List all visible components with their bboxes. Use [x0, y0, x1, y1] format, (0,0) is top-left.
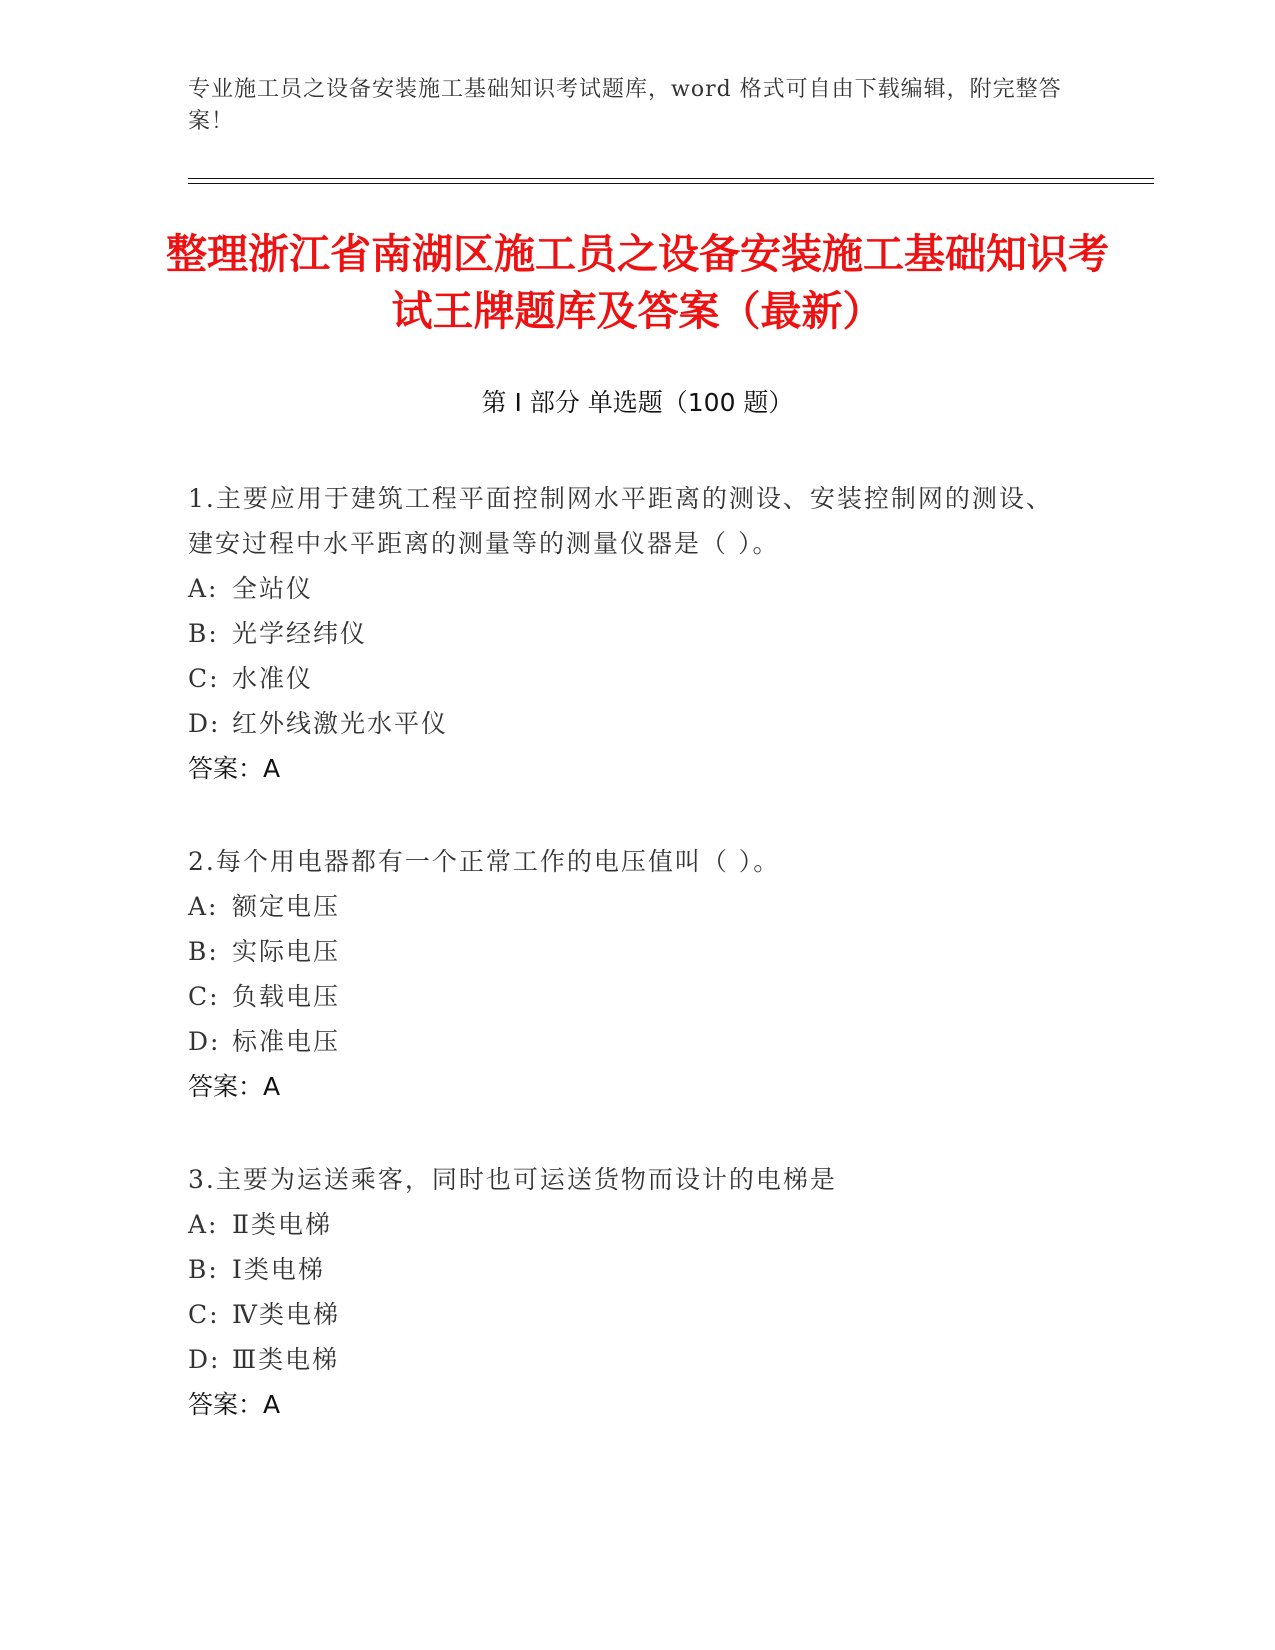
option-key: B:	[188, 619, 219, 648]
option-key: A:	[188, 574, 219, 603]
option-a	[188, 884, 1068, 929]
question-2	[188, 839, 1068, 1109]
option-text: 红外线激光水平仪	[232, 709, 449, 738]
header-note: 专业施工员之设备安装施工基础知识考试题库，word 格式可自由下载编辑，附完整答案！	[188, 77, 1062, 134]
option-c	[188, 1292, 1068, 1337]
question-stem: 2.每个用电器都有一个正常工作的电压值叫（ ）。	[188, 847, 781, 876]
option-key: D:	[188, 1027, 221, 1056]
option-b	[188, 929, 1068, 974]
option-c	[188, 656, 1068, 701]
option-text: Ⅱ类电梯	[232, 1210, 332, 1239]
option-text: 水准仪	[232, 664, 314, 693]
question-stem: 1.主要应用于建筑工程平面控制网水平距离的测设、安装控制网的测设、建安过程中水平距离的测量等的测量仪器是（ ）。	[188, 484, 1053, 558]
option-text: 实际电压	[232, 937, 341, 966]
option-key: B:	[188, 1255, 219, 1284]
option-text: 负载电压	[232, 982, 341, 1011]
option-key: C:	[188, 1300, 220, 1329]
option-d	[188, 1019, 1068, 1064]
option-text: Ⅰ类电梯	[232, 1255, 325, 1284]
option-key: C:	[188, 982, 220, 1011]
option-key: B:	[188, 937, 219, 966]
option-text: 全站仪	[232, 574, 314, 603]
section-title: 第 I 部分 单选题（100 题）	[481, 388, 794, 417]
answer: 答案：A	[188, 1390, 281, 1419]
header-divider-top	[188, 178, 1154, 179]
option-b	[188, 611, 1068, 656]
option-text: 标准电压	[232, 1027, 341, 1056]
option-text: 额定电压	[232, 892, 341, 921]
option-b	[188, 1247, 1068, 1292]
header-divider-bottom	[188, 183, 1154, 184]
option-a	[188, 1202, 1068, 1247]
option-key: C:	[188, 664, 220, 693]
option-text: 光学经纬仪	[232, 619, 368, 648]
option-c	[188, 974, 1068, 1019]
option-key: A:	[188, 1210, 219, 1239]
question-3	[188, 1157, 1068, 1427]
option-key: D:	[188, 709, 221, 738]
question-list	[188, 476, 1068, 1475]
option-key: A:	[188, 892, 219, 921]
document-title: 整理浙江省南湖区施工员之设备安装施工基础知识考试王牌题库及答案（最新）	[166, 230, 1109, 335]
option-a	[188, 566, 1068, 611]
option-text: Ⅳ类电梯	[232, 1300, 340, 1329]
question-stem: 3.主要为运送乘客，同时也可运送货物而设计的电梯是	[188, 1165, 837, 1194]
option-d	[188, 701, 1068, 746]
option-key: D:	[188, 1345, 221, 1374]
answer: 答案：A	[188, 754, 281, 783]
option-text: Ⅲ类电梯	[232, 1345, 340, 1374]
option-d	[188, 1337, 1068, 1382]
answer: 答案：A	[188, 1072, 281, 1101]
question-1	[188, 476, 1068, 791]
